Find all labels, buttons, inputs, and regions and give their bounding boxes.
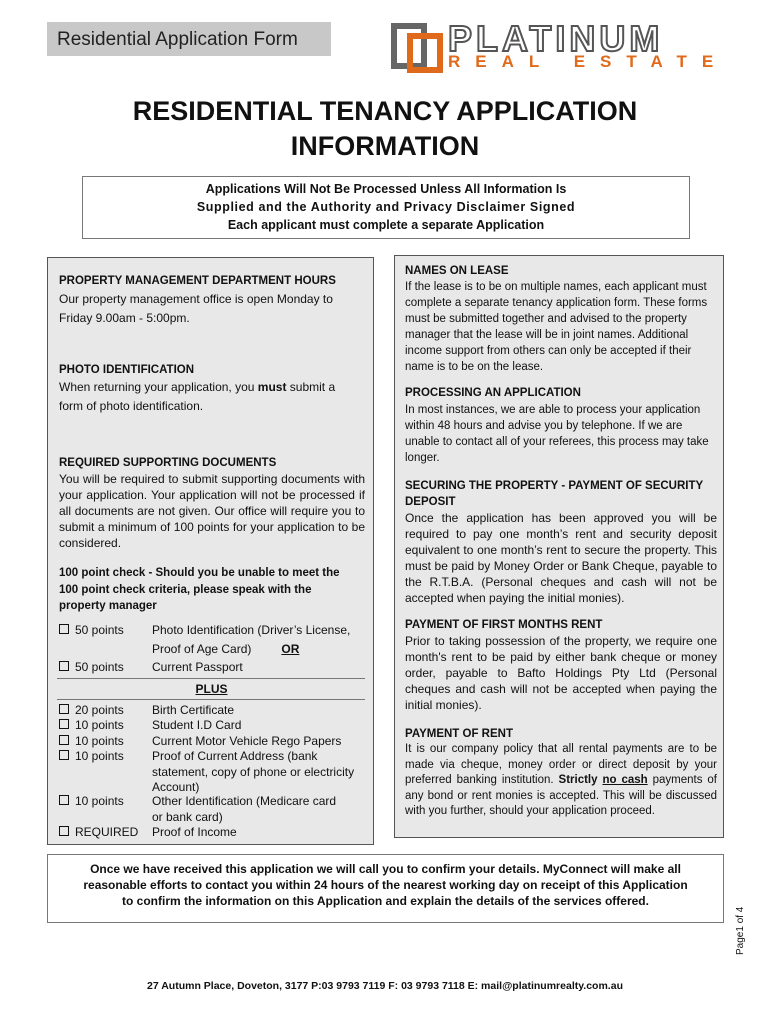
photo-text xyxy=(59,378,335,416)
checkbox-icon xyxy=(59,735,69,745)
points-value: 10 points xyxy=(75,794,124,808)
plus-divider xyxy=(57,699,365,700)
points-row-8 xyxy=(59,825,138,841)
processing-heading: PROCESSING AN APPLICATION xyxy=(405,387,581,399)
photo-must: must xyxy=(257,380,287,394)
page-number: Page1 of 4 xyxy=(735,906,746,955)
right-info-panel xyxy=(394,255,724,838)
points-or: OR xyxy=(281,641,300,656)
first-rent-heading: PAYMENT OF FIRST MONTHS RENT xyxy=(405,619,603,631)
points-desc-line xyxy=(152,642,350,658)
rent-text-b: payments of any bond or rent monies is accepted. This will be discussed with you further, should your application proceed. xyxy=(405,774,717,817)
names-heading: NAMES ON LEASE xyxy=(405,265,509,277)
photo-heading: PHOTO IDENTIFICATION xyxy=(59,364,195,376)
points-value: 20 points xyxy=(75,703,124,717)
points-desc-8: Proof of Income xyxy=(152,825,237,839)
points-desc-line: or bank card) xyxy=(152,809,223,824)
points-desc-line: Proof of Current Address (bank xyxy=(152,749,318,763)
checkbox-icon xyxy=(59,750,69,760)
docs-text: You will be required to submit supporting documents with your application. Your application will not be processed if all documents are not given. Our office will require you to submit a minimum of 100 points for your application to be considered. xyxy=(59,472,365,550)
points-value: 10 points xyxy=(75,749,124,763)
points-row-5 xyxy=(59,734,124,750)
confirmation-notice xyxy=(47,854,724,923)
footer-contact: 27 Autumn Place, Doveton, 3177 P:03 9793 7119 F: 03 9793 7118 E: mail@platinumrealty.com.au xyxy=(147,980,623,992)
points-desc-7 xyxy=(152,794,336,825)
points-row-2 xyxy=(59,660,124,676)
checkbox-icon xyxy=(59,719,69,729)
names-text: If the lease is to be on multiple names, each applicant must complete a separate tenancy application form. These forms must be submitted together and advised to the property manager that the lease will be in joint names. Additional income support from others can only be accepted if their name is to be on the lease. xyxy=(405,281,708,373)
points-desc-5: Current Motor Vehicle Rego Papers xyxy=(152,734,342,748)
points-desc-4: Student I.D Card xyxy=(152,718,242,732)
checkbox-icon xyxy=(59,704,69,714)
points-value: 10 points xyxy=(75,718,124,732)
first-rent-text: Prior to taking possession of the property, we require one month's rent to be paid by either bank cheque or money order, payable to Bafto Holdings Pty Ltd (Personal cheques and cash will not be accepted when paying the initial monies). xyxy=(405,634,717,712)
plus-divider xyxy=(57,678,365,679)
points-desc-line: Account) xyxy=(152,780,200,794)
rent-strictly: Strictly xyxy=(558,774,598,786)
photo-line-1 xyxy=(59,378,335,397)
checkbox-icon xyxy=(59,826,69,836)
form-label: Residential Application Form xyxy=(47,22,331,56)
points-desc-line: Other Identification (Medicare card xyxy=(152,794,337,808)
points-row-6 xyxy=(59,749,124,765)
points-desc-2: Current Passport xyxy=(152,660,243,674)
confirmation-line-2: reasonable efforts to contact you within 24 hours of the nearest working day on receipt of this Application xyxy=(83,878,688,892)
points-value: 50 points xyxy=(75,660,124,674)
page-title xyxy=(0,94,770,164)
rent-text-a: It is our company policy that all rental payments are to be made via cheque, money order or direct deposit by your preferred banking institution. xyxy=(405,743,717,786)
points-value: 50 points xyxy=(75,623,124,637)
notice-line-2: Supplied and the Authority and Privacy Disclaimer Signed xyxy=(196,200,576,214)
plus-label: PLUS xyxy=(195,682,228,696)
points-value: 10 points xyxy=(75,734,124,748)
rent-no-cash: no cash xyxy=(602,774,648,786)
photo-line-1a: When returning your application, you xyxy=(59,380,258,394)
checkbox-icon xyxy=(59,661,69,671)
points-desc-6 xyxy=(152,749,354,796)
logo-subtitle: REAL ESTATE xyxy=(448,52,729,71)
hours-text xyxy=(59,290,333,328)
hours-heading: PROPERTY MANAGEMENT DEPARTMENT HOURS xyxy=(59,275,336,287)
left-info-panel xyxy=(47,257,374,845)
photo-line-2: form of photo identification. xyxy=(59,399,204,413)
points-desc-3: Birth Certificate xyxy=(152,703,235,717)
check-heading: 100 point check - Should you be unable to meet the 100 point check criteria, please speak with the property manager xyxy=(59,567,340,612)
rent-heading: PAYMENT OF RENT xyxy=(405,728,513,740)
logo-mark-icon xyxy=(390,22,446,74)
points-desc-1 xyxy=(152,623,350,657)
points-row-7 xyxy=(59,794,124,810)
points-row-4 xyxy=(59,718,124,734)
title-line-1: RESIDENTIAL TENANCY APPLICATION xyxy=(132,96,638,126)
processing-text: In most instances, we are able to process your application within 48 hours and advise you by telephone. If we are unable to contact all of your referees, this process may take longer. xyxy=(405,404,709,464)
notice-box xyxy=(82,176,690,239)
points-row-3 xyxy=(59,703,124,719)
points-row-1 xyxy=(59,623,124,639)
points-desc-line: statement, copy of phone or electricity xyxy=(152,764,355,779)
points-desc-line: Photo Identification (Driver’s License, xyxy=(152,623,351,637)
securing-heading: SECURING THE PROPERTY - PAYMENT OF SECURITY DEPOSIT xyxy=(405,480,703,508)
checkbox-icon xyxy=(59,624,69,634)
points-desc-text: Proof of Age Card) xyxy=(152,641,252,656)
company-logo xyxy=(390,18,730,74)
confirmation-line-1: Once we have received this application we will call you to confirm your details. MyConnect will make all xyxy=(90,862,681,876)
securing-text: Once the application has been approved you will be required to pay one month’s rent and security deposit equivalent to one month’s rent to secure the property. This must be paid by Money Order or Bank Cheque, payable to the R.T.B.A. (Personal cheques and cash will not be accepted when paying the initial monies). xyxy=(405,511,717,605)
title-line-2: INFORMATION xyxy=(290,131,480,161)
points-value: REQUIRED xyxy=(75,825,139,839)
confirmation-line-3: to confirm the information on this Application and explain the details of the services offered. xyxy=(122,894,649,908)
checkbox-icon xyxy=(59,795,69,805)
notice-line-3: Each applicant must complete a separate Application xyxy=(227,218,545,232)
docs-heading: REQUIRED SUPPORTING DOCUMENTS xyxy=(59,457,277,469)
logo-word: PLATINUM xyxy=(448,18,664,59)
rent-text xyxy=(405,742,717,820)
hours-line-2: Friday 9.00am - 5:00pm. xyxy=(59,311,190,325)
photo-line-1c: submit a xyxy=(286,380,336,394)
notice-line-1: Applications Will Not Be Processed Unless All Information Is xyxy=(205,182,567,196)
hours-line-1: Our property management office is open Monday to xyxy=(59,292,333,306)
